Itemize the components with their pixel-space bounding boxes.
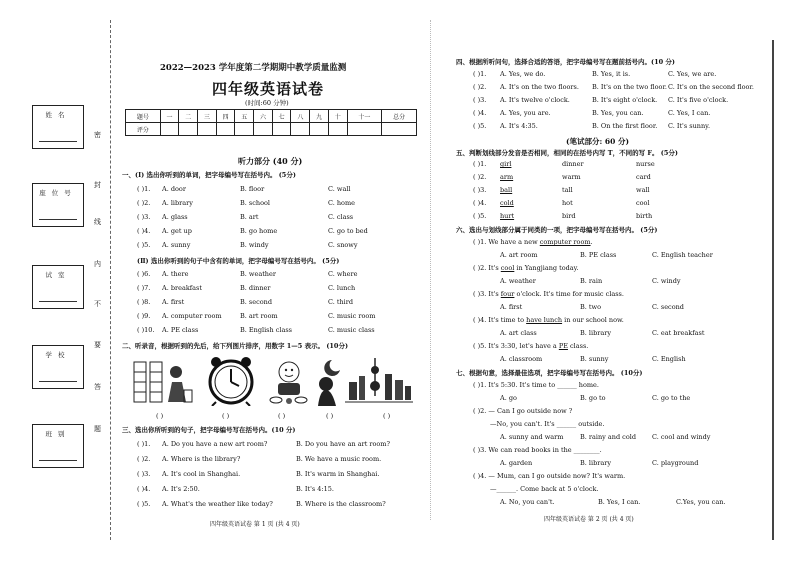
score-cell[interactable]	[310, 123, 329, 136]
q-number: ( )6.	[137, 270, 151, 278]
option-a: A. It's 2:50.	[162, 485, 200, 493]
option-a: A. first	[500, 303, 523, 311]
sentence	[473, 342, 588, 350]
option-b: B. floor	[240, 185, 265, 193]
exam-room-line	[39, 301, 77, 302]
option-b: B. It's warm in Shanghai.	[296, 470, 380, 478]
option-b: B. rainy and cold	[580, 433, 636, 441]
word-1: arm	[500, 173, 514, 181]
sentence: ( )4. — Mum, can I go outside now? It's warm.	[473, 472, 626, 480]
q-number: ( )4.	[473, 199, 487, 207]
option-a: A. Yes, we do.	[500, 70, 546, 78]
exam-time: (时间:60 分钟)	[245, 99, 289, 107]
part1-title: 一、(Ⅰ) 选出你听到的单词，把字母编号写在括号内。 (5分)	[122, 171, 296, 179]
option-a: A. library	[162, 199, 193, 207]
option-b: B. library	[580, 459, 611, 467]
option-b: B. Do you have an art room?	[296, 440, 390, 448]
option-b: B. go home	[240, 227, 278, 235]
option-c: C. where	[328, 270, 358, 278]
option-c: C. Yes, I can.	[668, 109, 711, 117]
seal-char: 内	[94, 260, 101, 268]
library-icon	[132, 356, 194, 406]
option-a: A. garden	[500, 459, 533, 467]
score-row-label: 评分	[126, 123, 161, 136]
option-c: C. music room	[328, 312, 376, 320]
option-b: B. two	[580, 303, 601, 311]
sentence-underlined: have lunch	[526, 316, 563, 324]
word-1: hurt	[500, 212, 515, 220]
option-b: B. English class	[240, 326, 293, 334]
option-c: C. windy	[652, 277, 681, 285]
column-separator	[430, 20, 431, 520]
option-a: A. breakfast	[162, 284, 202, 292]
option-c: C. second	[652, 303, 684, 311]
seal-char: 线	[94, 218, 101, 226]
option-a: A. glass	[162, 213, 188, 221]
score-header-cell: 总分	[382, 110, 417, 123]
sentence-pre: ( )2. It's	[473, 264, 501, 272]
option-a: A. Where is the library?	[162, 455, 241, 463]
school-box	[32, 345, 84, 389]
option-c: C. home	[328, 199, 355, 207]
pic-answer-bracket[interactable]: ( )	[326, 412, 334, 420]
option-b: B. PE class	[580, 251, 617, 259]
q-number: ( )1.	[137, 440, 151, 448]
score-table	[125, 109, 417, 136]
option-b: B. school	[240, 199, 270, 207]
score-header-cell: 五	[235, 110, 254, 123]
score-cell[interactable]	[347, 123, 382, 136]
q-number: ( )10.	[137, 326, 155, 334]
q-number: ( )8.	[137, 298, 151, 306]
word-1: ball	[500, 186, 513, 194]
word-3: cool	[636, 199, 650, 207]
option-c: C. lunch	[328, 284, 356, 292]
sentence: —______. Come back at 5 o'clock.	[490, 485, 599, 493]
sentence-pre: ( )1. We have a new	[473, 238, 540, 246]
option-c: C. wall	[328, 185, 351, 193]
seal-char: 答	[94, 383, 101, 391]
listening-title: 听力部分 (40 分)	[238, 156, 303, 166]
exam-room-label: 试室	[45, 271, 71, 279]
option-a: A. go	[500, 394, 517, 402]
option-b: B. It's eight o'clock.	[592, 96, 658, 104]
option-a: A. It's on the two floors.	[500, 83, 579, 91]
option-c: C. playground	[652, 459, 699, 467]
sentence-underlined: four	[500, 290, 515, 298]
option-a: A. It's 4:35.	[500, 122, 538, 130]
exam-main-title: 四年级英语试卷	[212, 80, 325, 98]
q-number: ( )1.	[473, 160, 487, 168]
option-c: C. English	[652, 355, 686, 363]
q-number: ( )4.	[137, 485, 151, 493]
score-cell[interactable]	[198, 123, 217, 136]
class-label: 班别	[45, 430, 71, 438]
sentence-post: in our school now.	[562, 316, 624, 324]
score-cell[interactable]	[272, 123, 291, 136]
q-number: ( )2.	[137, 199, 151, 207]
score-cell[interactable]	[291, 123, 310, 136]
pic-answer-bracket[interactable]: ( )	[278, 412, 286, 420]
option-b: B. We have a music room.	[296, 455, 382, 463]
sec4-title: 四、根据所听问句，选择合适的答语，把字母编号写在题前括号内。(10 分)	[456, 58, 675, 66]
option-b: B. rain	[580, 277, 603, 285]
pic-answer-bracket[interactable]: ( )	[222, 412, 230, 420]
option-a: A. PE class	[162, 326, 199, 334]
sentence-post: class.	[567, 342, 589, 350]
score-cell[interactable]	[235, 123, 254, 136]
name-label: 姓名	[45, 111, 71, 119]
option-a: A. It's cool in Shanghai.	[162, 470, 241, 478]
option-b: B. windy	[240, 241, 269, 249]
sentence-pre: ( )5. It's 3:30, let's have a	[473, 342, 559, 350]
option-b: B. library	[580, 329, 611, 337]
option-a: A. It's twelve o'clock.	[500, 96, 570, 104]
option-c: C. music class	[328, 326, 375, 334]
sentence-pre: ( )3. It's	[473, 290, 501, 298]
sentence-pre: ( )4. It's time to	[473, 316, 527, 324]
score-cell[interactable]	[179, 123, 198, 136]
q-number: ( )4.	[473, 109, 487, 117]
option-a: A. door	[162, 185, 186, 193]
score-header-cell: 七	[272, 110, 291, 123]
sentence	[473, 238, 593, 246]
seal-char: 要	[94, 341, 101, 349]
pic-answer-bracket[interactable]: ( )	[156, 412, 164, 420]
option-c: C. cool and windy	[652, 433, 711, 441]
q-number: ( )2.	[473, 83, 487, 91]
option-c: C. It's five o'clock.	[668, 96, 729, 104]
option-a: A. Do you have a new art room?	[162, 440, 268, 448]
sentence-underlined: cool	[500, 264, 515, 272]
option-a: A. art room	[500, 251, 538, 259]
word-2: hot	[562, 199, 573, 207]
score-cell[interactable]	[382, 123, 417, 136]
sentence	[473, 264, 579, 272]
option-a: A. What's the weather like today?	[162, 500, 273, 508]
seat-box	[32, 183, 84, 227]
option-b: B. Yes, you can.	[592, 109, 644, 117]
option-a: A. sunny	[162, 241, 191, 249]
sentence-post: .	[590, 238, 593, 246]
option-a: A. first	[162, 298, 185, 306]
option-c: C. class	[328, 213, 354, 221]
name-line	[39, 141, 77, 142]
sentence	[473, 316, 624, 324]
score-header-cell: 二	[179, 110, 198, 123]
score-header-cell: 八	[291, 110, 310, 123]
seat-line	[39, 219, 77, 220]
sentence: —No, you can't. It's ______ outside.	[490, 420, 605, 428]
sentence-underlined: computer room	[539, 238, 591, 246]
score-header-cell: 一	[160, 110, 179, 123]
option-a: A. sunny and warm	[500, 433, 564, 441]
q-number: ( )1.	[137, 185, 151, 193]
q-number: ( )2.	[473, 173, 487, 181]
word-2: tall	[562, 186, 573, 194]
sentence-post: in Yangjiang today.	[514, 264, 579, 272]
option-c: C.Yes, you can.	[676, 498, 726, 506]
q-number: ( )5.	[137, 500, 151, 508]
sentence: ( )2. — Can I go outside now ?	[473, 407, 573, 415]
word-3: wall	[636, 186, 650, 194]
sentence-post: o'clock. It's time for music class.	[514, 290, 624, 298]
score-cell[interactable]	[254, 123, 273, 136]
score-header-cell: 十	[328, 110, 347, 123]
score-cell[interactable]	[160, 123, 179, 136]
score-header-cell: 九	[310, 110, 329, 123]
q-number: ( )2.	[137, 455, 151, 463]
sentence: ( )1. It's 5:30. It's time to ______ home.	[473, 381, 599, 389]
exam-room-box	[32, 265, 84, 309]
q-number: ( )5.	[473, 122, 487, 130]
seal-char: 密	[94, 131, 101, 139]
word-3: birth	[636, 212, 653, 220]
option-c: C. Yes, we are.	[668, 70, 717, 78]
q-number: ( )9.	[137, 312, 151, 320]
seat-label: 座位号	[39, 189, 77, 197]
q-number: ( )5.	[473, 212, 487, 220]
option-b: B. weather	[240, 270, 276, 278]
q-number: ( )3.	[137, 470, 151, 478]
page-footer-left: 四年级英语试卷 第 1 页 (共 4 页)	[210, 521, 300, 528]
seal-char: 题	[94, 425, 101, 433]
option-b: B. Where is the classroom?	[296, 500, 386, 508]
page-footer-right: 四年级英语试卷 第 2 页 (共 4 页)	[544, 516, 634, 523]
q-number: ( )1.	[473, 70, 487, 78]
option-b: B. art room	[240, 312, 278, 320]
option-b: B. It's 4:15.	[296, 485, 334, 493]
option-b: B. Yes, it is.	[592, 70, 631, 78]
exam-year-title: 2022—2023 学年度第二学期期中教学质量监测	[160, 63, 347, 73]
option-a: A. weather	[500, 277, 536, 285]
score-header-cell: 三	[198, 110, 217, 123]
option-c: C. snowy	[328, 241, 358, 249]
score-header-cell: 十一	[347, 110, 382, 123]
q-number: ( )3.	[137, 213, 151, 221]
school-line	[39, 381, 77, 382]
night-icon	[314, 356, 342, 406]
page-edge-line	[772, 40, 774, 540]
option-c: C. go to bed	[328, 227, 368, 235]
class-box	[32, 424, 84, 468]
word-2: dinner	[562, 160, 584, 168]
option-c: C. It's sunny.	[668, 122, 711, 130]
word-1: cold	[500, 199, 514, 207]
word-1: girl	[500, 160, 512, 168]
sec6-title: 六、选出与划线部分属于同类的一项，把字母编号写在括号内。 (5分)	[456, 226, 658, 234]
word-2: warm	[562, 173, 581, 181]
score-header-cell: 四	[216, 110, 235, 123]
q-number: ( )3.	[473, 96, 487, 104]
sec2-title: 二、听录音，根据听到的先后，给下列图片排序，用数字 1—5 表示。 (10分)	[122, 342, 349, 350]
option-c: C. third	[328, 298, 354, 306]
option-b: B. On the first floor.	[592, 122, 658, 130]
score-cell[interactable]	[328, 123, 347, 136]
sec5-title: 五、判断划线部分发音是否相同，相同的在括号内写 T，不同的写 F。 (5分)	[456, 149, 678, 157]
written-title: (笔试部分: 60 分)	[566, 137, 630, 146]
q-number: ( )7.	[137, 284, 151, 292]
option-a: A. classroom	[500, 355, 543, 363]
seal-char: 不	[94, 300, 101, 308]
part2-title: (Ⅱ) 选出你听到的句子中含有的单词，把字母编号写在括号内。 (5分)	[137, 257, 340, 265]
city-icon	[345, 356, 413, 406]
q-number: ( )4.	[137, 227, 151, 235]
option-a: A. art class	[500, 329, 537, 337]
option-a: A. Yes, you are.	[500, 109, 551, 117]
sentence-underlined: PE	[558, 342, 568, 350]
option-a: A. No, you can't.	[500, 498, 555, 506]
option-a: A. there	[162, 270, 189, 278]
binding-dashed-line	[110, 20, 111, 540]
option-b: B. dinner	[240, 284, 271, 292]
pic-answer-bracket[interactable]: ( )	[383, 412, 391, 420]
option-b: B. go to	[580, 394, 606, 402]
sec3-title: 三、选出你所听到的句子，把字母编号写在括号内。(10 分)	[122, 426, 296, 434]
option-c: C. It's on the second floor.	[668, 83, 754, 91]
option-b: B. sunny	[580, 355, 609, 363]
option-b: B. It's on the two floor.	[592, 83, 667, 91]
name-box	[32, 105, 84, 149]
option-b: B. Yes, I can.	[598, 498, 641, 506]
clock-icon	[204, 356, 258, 406]
sentence: ( )3. We can read books in the ________.	[473, 446, 602, 454]
option-c: C. go to the	[652, 394, 691, 402]
score-cell[interactable]	[216, 123, 235, 136]
option-c: C. eat breakfast	[652, 329, 705, 337]
q-number: ( )5.	[137, 241, 151, 249]
breakfast-icon	[266, 356, 312, 406]
option-b: B. second	[240, 298, 272, 306]
option-a: A. get up	[162, 227, 192, 235]
word-2: bird	[562, 212, 576, 220]
school-label: 学校	[45, 351, 71, 359]
option-b: B. art	[240, 213, 259, 221]
class-line	[39, 460, 77, 461]
q-number: ( )3.	[473, 186, 487, 194]
sentence	[473, 290, 624, 298]
word-3: card	[636, 173, 651, 181]
word-3: nurse	[636, 160, 655, 168]
option-a: A. computer room	[162, 312, 222, 320]
option-c: C. English teacher	[652, 251, 713, 259]
score-header-cell: 六	[254, 110, 273, 123]
score-header-cell: 题号	[126, 110, 161, 123]
sec7-title: 七、根据句意，选择最佳选项，把字母编号写在括号内。 (10分)	[456, 369, 643, 377]
seal-char: 封	[94, 181, 101, 189]
